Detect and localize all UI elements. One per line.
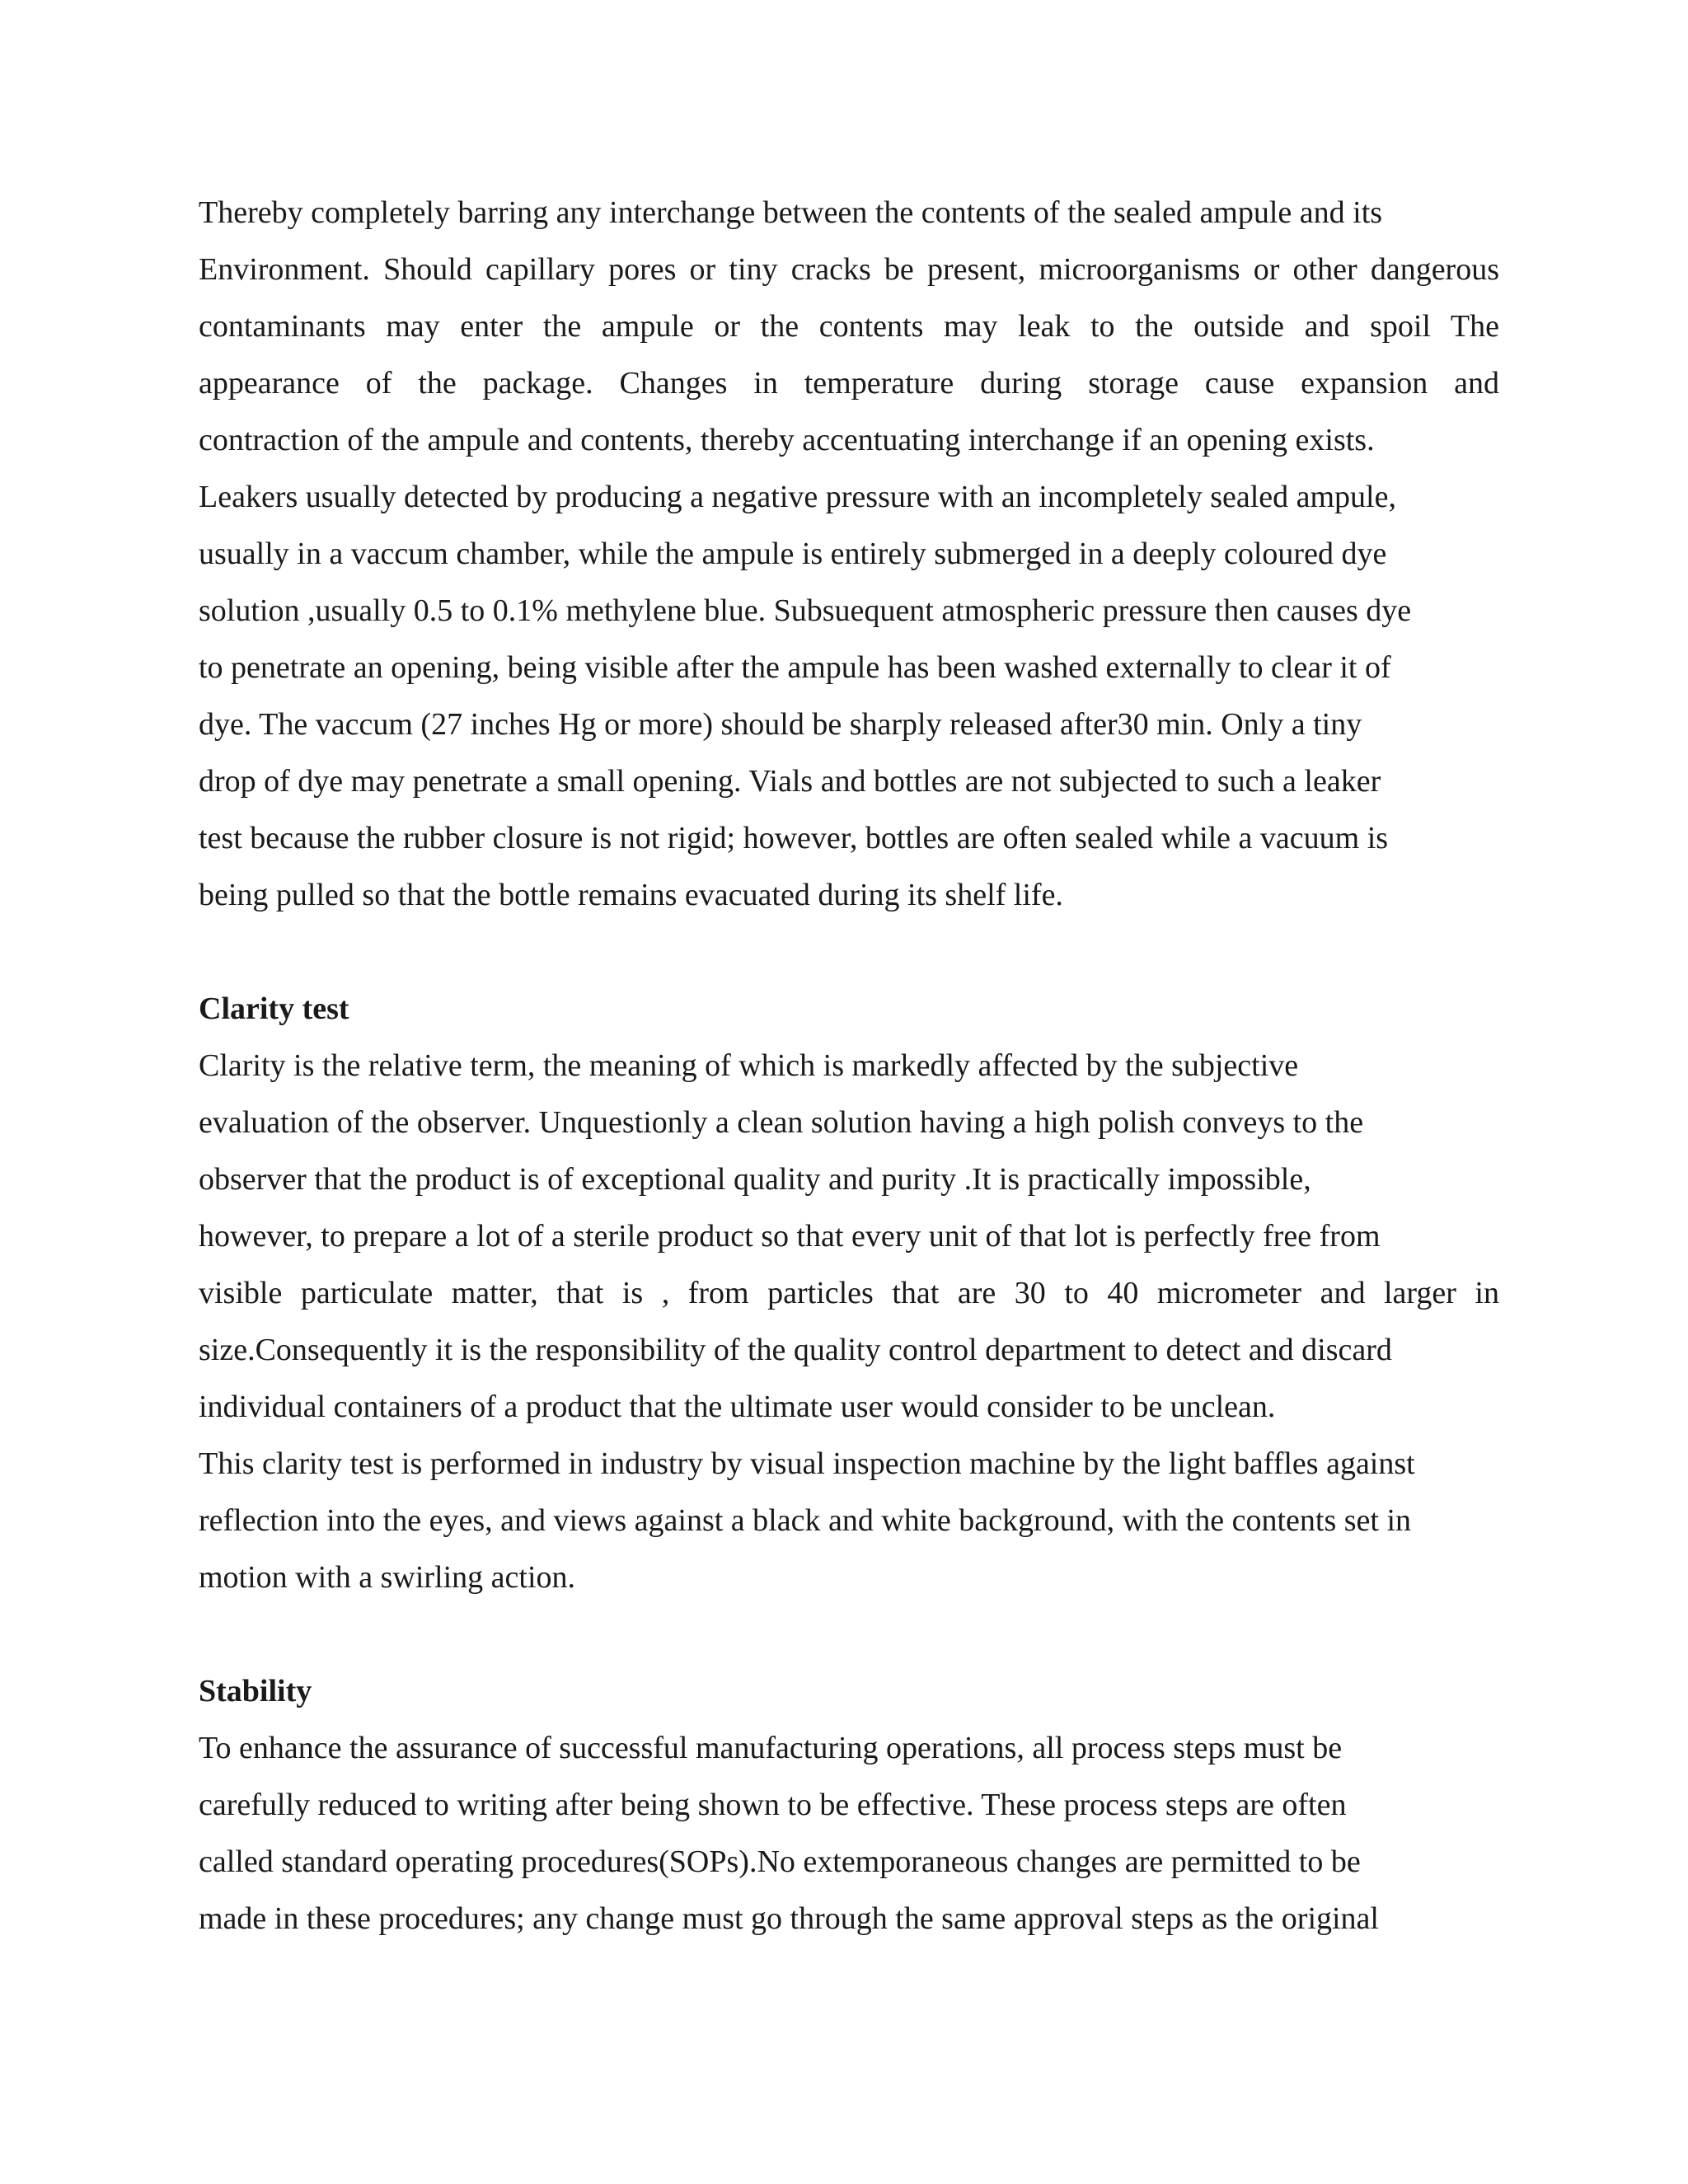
text-line: To enhance the assurance of successful manufacturing operations, all process steps must be bbox=[199, 1731, 1343, 1765]
text-line: contraction of the ampule and contents, thereby accentuating interchange if an opening exists. bbox=[199, 423, 1375, 457]
paragraph-stability bbox=[199, 1720, 1499, 1947]
text-line: Leakers usually detected by producing a negative pressure with an incompletely sealed ampule, bbox=[199, 480, 1396, 514]
text-line: individual containers of a product that the ultimate user would consider to be unclean. bbox=[199, 1390, 1276, 1424]
text-line: usually in a vaccum chamber, while the ampule is entirely submerged in a deeply coloured dye bbox=[199, 537, 1387, 571]
text-line: size.Consequently it is the responsibility of the quality control department to detect and discard bbox=[199, 1333, 1392, 1367]
text-line: motion with a swirling action. bbox=[199, 1560, 576, 1595]
text-line: observer that the product is of exceptional quality and purity .It is practically impossible, bbox=[199, 1162, 1311, 1197]
text-line: drop of dye may penetrate a small opening. Vials and bottles are not subjected to such a leaker bbox=[199, 764, 1381, 799]
text-line: evaluation of the observer. Unquestionly a clean solution having a high polish conveys to the bbox=[199, 1105, 1364, 1140]
text-line: This clarity test is performed in industry by visual inspection machine by the light baffles against bbox=[199, 1446, 1415, 1481]
text-line: reflection into the eyes, and views against a black and white background, with the contents set in bbox=[199, 1503, 1412, 1538]
text-line: solution ,usually 0.5 to 0.1% methylene blue. Subsuequent atmospheric pressure then causes dye bbox=[199, 593, 1412, 628]
text-line: Environment. Should capillary pores or tiny cracks be present, microorganisms or other dangerous bbox=[199, 252, 1499, 287]
text-line: test because the rubber closure is not rigid; however, bottles are often sealed while a vacuum is bbox=[199, 821, 1389, 855]
text-line: to penetrate an opening, being visible after the ampule has been washed externally to clear it of bbox=[199, 650, 1391, 685]
text-line: Clarity is the relative term, the meaning of which is markedly affected by the subjective bbox=[199, 1048, 1299, 1083]
text-line: dye. The vaccum (27 inches Hg or more) should be sharply released after30 min. Only a tiny bbox=[199, 707, 1362, 742]
paragraph-gap bbox=[199, 1606, 1499, 1663]
text-line: Thereby completely barring any interchange between the contents of the sealed ampule and its bbox=[199, 195, 1383, 230]
paragraph-gap bbox=[199, 924, 1499, 981]
paragraph-leak-test bbox=[199, 185, 1499, 924]
text-line: contaminants may enter the ampule or the contents may leak to the outside and spoil The bbox=[199, 309, 1499, 344]
section-heading-clarity-test: Clarity test bbox=[199, 991, 349, 1026]
text-line: carefully reduced to writing after being shown to be effective. These process steps are often bbox=[199, 1788, 1347, 1822]
section-heading-stability: Stability bbox=[199, 1674, 312, 1708]
text-line: called standard operating procedures(SOPs).No extemporaneous changes are permitted to be bbox=[199, 1844, 1361, 1879]
text-line: however, to prepare a lot of a sterile product so that every unit of that lot is perfectly free from bbox=[199, 1219, 1381, 1254]
paragraph-clarity-test bbox=[199, 1038, 1499, 1606]
text-line: visible particulate matter, that is , from particles that are 30 to 40 micrometer and larger in bbox=[199, 1276, 1499, 1310]
text-line: being pulled so that the bottle remains evacuated during its shelf life. bbox=[199, 878, 1063, 912]
page-content bbox=[199, 185, 1499, 1947]
text-line: made in these procedures; any change must go through the same approval steps as the original bbox=[199, 1901, 1379, 1936]
text-line: appearance of the package. Changes in temperature during storage cause expansion and bbox=[199, 366, 1499, 401]
